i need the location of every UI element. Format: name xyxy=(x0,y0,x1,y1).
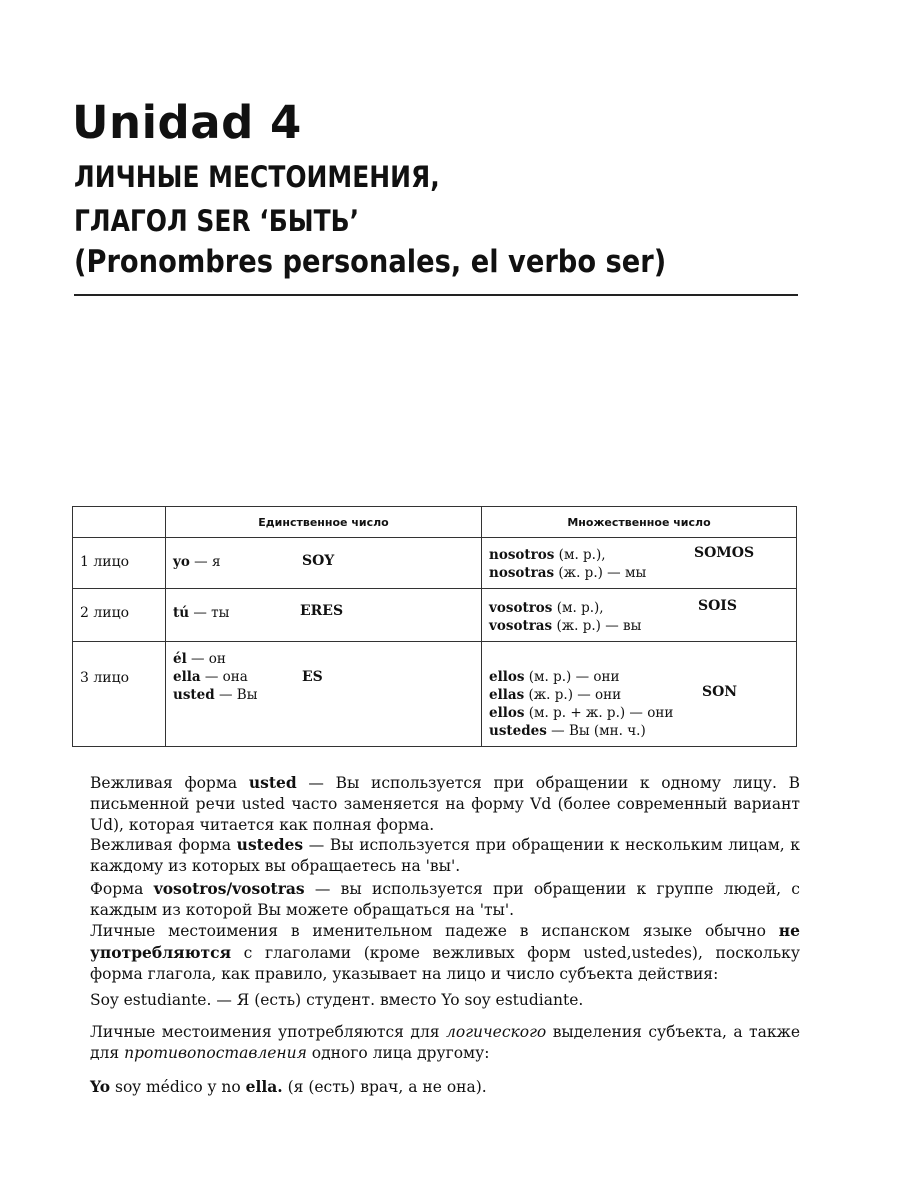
pronoun-ru: — он xyxy=(186,651,226,667)
pronoun-ru: (ж. р.) — они xyxy=(524,687,622,703)
chapter-title-line2: ГЛАГОЛ SER ‘БЫТЬ’ xyxy=(74,204,360,238)
pronoun-line xyxy=(489,668,620,686)
pronoun-es: nosotras xyxy=(489,565,555,581)
verb-form: ERES xyxy=(300,603,344,619)
pronoun-ru: — ты xyxy=(189,605,230,621)
pronoun-ru: — она xyxy=(200,669,248,685)
pronoun-line xyxy=(489,564,646,582)
pronoun-es: usted xyxy=(173,687,215,703)
pronoun-ru: — Вы (мн. ч.) xyxy=(546,723,646,739)
pronoun-es: ustedes xyxy=(489,723,547,739)
paragraph-vosotros: Форма vosotros/vosotras — вы используется при обращении к группе людей, с каждым из которой Вы можете обращаться на 'ты'. xyxy=(90,879,800,919)
pronoun-line xyxy=(489,686,621,704)
paragraph-usted: Вежливая форма usted — Вы используется при обращении к одному лицу. В письменной речи usted часто заменяется на форму Vd (более современный вариант Ud), которая читается как полная форма. xyxy=(90,773,800,834)
pronoun-es: nosotros xyxy=(489,547,555,563)
pronoun-line xyxy=(489,546,606,564)
paragraph-omission: Личные местоимения в именительном падеже в испанском языке обычно не употребляются с глаголами (кроме вежливых форм usted,ustedes), поскольку форма глагола, как правило, указывает на лицо и число субъекта действия: xyxy=(90,921,800,983)
pronoun-line xyxy=(173,604,229,622)
pronoun-ru: (ж. р.) — вы xyxy=(552,618,642,634)
chapter-title-line1: ЛИЧНЫЕ МЕСТОИМЕНИЯ, xyxy=(74,160,440,194)
example-sentence-1: Soy estudiante. — Я (есть) студент. вместо Yo soy estudiante. xyxy=(90,991,584,1009)
example-sentence-2: Yo soy médico y no ella. (я (есть) врач, а не она). xyxy=(90,1077,487,1096)
pronoun-ru: (м. р.), xyxy=(552,600,604,616)
pronoun-line xyxy=(173,686,257,704)
pronoun-es: vosotras xyxy=(489,618,553,634)
table-row xyxy=(73,642,797,747)
pronoun-line xyxy=(489,722,646,740)
verb-form: SOMOS xyxy=(694,545,755,561)
pronoun-line xyxy=(489,704,673,722)
table-row xyxy=(73,589,797,642)
table-header-row xyxy=(73,507,797,538)
chapter-subtitle: (Pronombres personales, el verbo ser) xyxy=(74,244,667,280)
pronoun-es: ellas xyxy=(489,687,525,703)
pronoun-es: tú xyxy=(173,605,190,621)
verb-form: ES xyxy=(302,669,323,685)
pronoun-es: ellos xyxy=(489,705,525,721)
pronoun-ru: (м. р.), xyxy=(554,547,606,563)
pronoun-es: yo xyxy=(173,554,190,570)
title-rule xyxy=(74,294,798,296)
pronoun-es: ellos xyxy=(489,669,525,685)
pronoun-ru: (ж. р.) — мы xyxy=(554,565,647,581)
table-row xyxy=(73,538,797,589)
pronoun-line xyxy=(173,650,226,668)
table-corner-cell xyxy=(73,507,166,538)
pronoun-line xyxy=(489,599,604,617)
pronoun-ru: — я xyxy=(189,554,221,570)
verb-form: SOIS xyxy=(698,598,737,614)
pronoun-ru: (м. р. + ж. р.) — они xyxy=(524,705,674,721)
paragraph-emphasis: Личные местоимения употребляются для логического выделения субъекта, а также для противопоставления одного лица другому: xyxy=(90,1023,800,1062)
pronoun-line xyxy=(173,668,248,686)
pronoun-es: ella xyxy=(173,669,201,685)
header-plural: Множественное число xyxy=(482,507,797,538)
pronoun-line xyxy=(489,617,641,635)
header-singular: Единственное число xyxy=(166,507,482,538)
pronoun-line xyxy=(173,553,220,571)
verb-form: SOY xyxy=(302,553,335,569)
pronoun-es: vosotros xyxy=(489,600,553,616)
pronoun-es: él xyxy=(173,651,187,667)
person-label: 3 лицо xyxy=(80,670,130,686)
pronoun-ru: — Вы xyxy=(214,687,258,703)
paragraph-ustedes: Вежливая форма ustedes — Вы используется при обращении к нескольким лицам, к каждому из которых вы обращаетесь на 'вы'. xyxy=(90,835,800,875)
person-label: 1 лицо xyxy=(80,554,130,570)
person-label: 2 лицо xyxy=(80,605,130,621)
pronoun-ru: (м. р.) — они xyxy=(524,669,620,685)
verb-form: SON xyxy=(702,684,738,700)
conjugation-table xyxy=(72,506,797,747)
unit-title: Unidad 4 xyxy=(72,96,302,149)
